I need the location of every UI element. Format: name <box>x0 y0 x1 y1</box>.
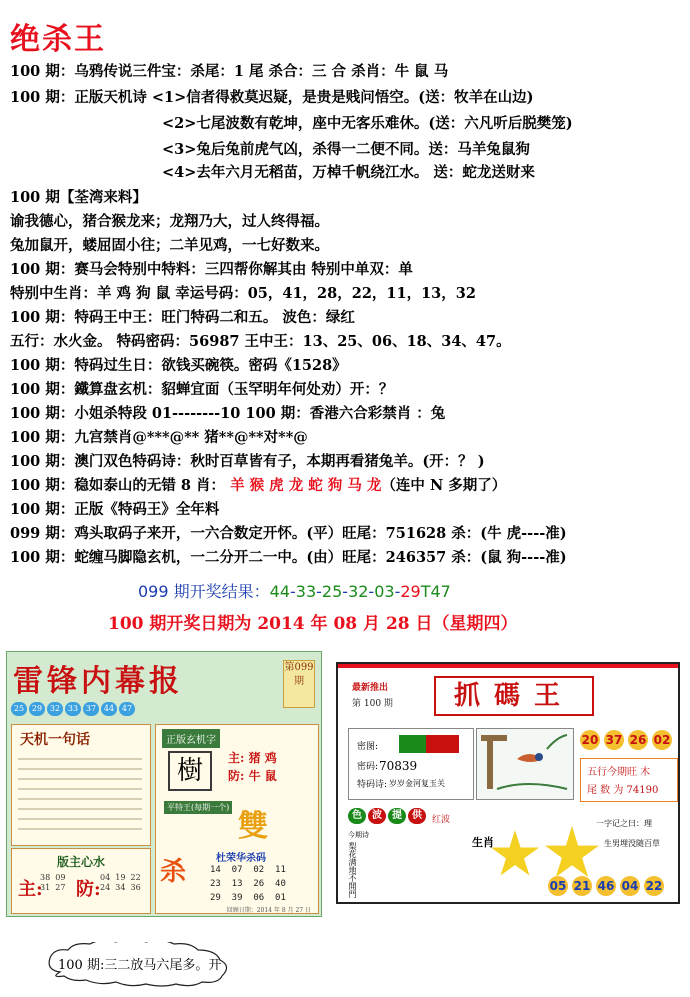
zxs-zhu: 主: <box>18 879 43 900</box>
top-number: 26 <box>628 730 648 750</box>
tree-char: 樹 <box>168 751 212 791</box>
line-17: 100 期：澳门双色特码诗：秋时百草皆有子，本期再看猪兔羊。(开：？ ) <box>10 453 485 470</box>
zxs-title: 版主心水 <box>56 855 105 869</box>
leifeng-header: 雷锋内幕报 <box>13 664 183 699</box>
draw-date: 100 期开奖日期为 2014 年 08 月 28 日（星期四） <box>108 614 518 634</box>
issue-label: 第 100 期 <box>352 699 393 709</box>
dk-title: 杜荣华杀码 <box>216 853 266 864</box>
leifeng-panel <box>6 651 322 917</box>
wuxing-text: 五行今期旺 木 <box>587 767 651 778</box>
line-2: 100 期：正版天机诗 <1>信者得救莫迟疑，是贵是贱问悟空。(送：牧羊在山边) <box>10 89 534 106</box>
leifeng-balls <box>11 702 251 718</box>
sha-char: 杀 <box>160 857 187 887</box>
line-19: 100 期：正版《特码王》全年料 <box>10 501 220 518</box>
shengxiao-label: 生肖 <box>472 836 494 849</box>
top-bar <box>338 664 678 668</box>
leifeng-ball: 33 <box>65 702 81 716</box>
line-18 <box>10 476 506 496</box>
xuanji-fang: 防: 牛 鼠 <box>228 769 277 783</box>
leifeng-issue: 第099期 <box>283 660 315 708</box>
bird-picture <box>476 728 574 800</box>
line-18-zodiac: 羊 猴 虎 龙 蛇 狗 马 龙 <box>230 477 382 494</box>
line-20: 099 期：鸡头取码子来开，一六合数定开怀。(平）旺尾：751628 杀：(牛 虎----准) <box>10 525 567 542</box>
zxs-nums-a: 38 09 31 27 <box>40 873 66 892</box>
cloud-text: 100 期:三二放马六尾多。开 <box>58 958 222 973</box>
line-16: 100 期：九宫禁肖@***@** 猪**@**对**@ <box>10 429 308 446</box>
logo-icon <box>399 735 459 753</box>
tianji-box <box>11 724 151 846</box>
poem-label: 特码诗: <box>357 780 388 790</box>
tianji-title: 天机一句话 <box>20 732 90 748</box>
bottom-number: 22 <box>644 876 664 896</box>
draw-result: 099 期开奖结果：44-33-25-32-03-29T47 <box>138 582 451 601</box>
weishu-text: 尾 数 为 74190 <box>587 785 659 796</box>
top-number: 02 <box>652 730 672 750</box>
color-red-label: 红波 <box>432 815 451 825</box>
line-11: 100 期：特码王中王：旺门特码二和五。 波色：绿红 <box>10 309 355 326</box>
star-icon <box>490 830 540 880</box>
remember-text: 一字记之曰：理 <box>596 819 652 828</box>
top-number: 20 <box>580 730 600 750</box>
line-5: <4>去年六月无稻苗，万棹千帆绕江水。 送：蛇龙送财来 <box>162 164 535 181</box>
color-ball: 提 <box>388 808 406 824</box>
tianji-lines-graphic <box>18 753 142 839</box>
wuxing-box <box>580 758 678 802</box>
line-14: 100 期：鐵算盘玄机：貂蝉宜面（玉罕明年何处劝）开：？ <box>10 381 394 398</box>
line-18-suffix: （连中 N 多期了） <box>381 477 507 494</box>
poem-value: 岁岁金河复玉关 <box>389 779 445 788</box>
top-number: 37 <box>604 730 624 750</box>
result-label: 099 期开奖结果： <box>138 582 270 601</box>
line-6: 100 期【荃湾来料】 <box>10 189 147 206</box>
line-8: 兔加鼠开，蝼屈固小往；二羊见鸡，一七好数来。 <box>10 237 329 254</box>
new-label: 最新推出 <box>352 683 389 693</box>
line-21: 100 期：蛇缠马脚隐玄机，一二分开二一中。(由）旺尾：246357 杀：(鼠 狗----准) <box>10 549 567 566</box>
xuanji-box <box>155 724 319 914</box>
bottom-number: 46 <box>596 876 616 896</box>
poem-title: 今期诗 <box>348 831 369 839</box>
result-num-5: 03 <box>374 582 395 601</box>
cloud-bubble <box>40 942 280 988</box>
leifeng-ball: 25 <box>11 702 27 716</box>
code-box <box>348 728 474 800</box>
leifeng-ball: 47 <box>119 702 135 716</box>
result-num-3: 25 <box>321 582 343 601</box>
bottom-number: 04 <box>620 876 640 896</box>
line-10: 特别中生肖：羊 鸡 狗 鼠 幸运号码：05，41，28，22，11，13，32 <box>10 285 476 302</box>
leifeng-ball: 32 <box>47 702 63 716</box>
zhuamawang-title: 抓碼王 <box>434 676 594 716</box>
leifeng-footer: 回顾日期：2014 年 8 月 27 日 <box>226 907 311 914</box>
xuanji-zhu: 主: 猪 鸡 <box>228 751 277 765</box>
remember-text-2: 生男埋没随百草 <box>604 839 660 848</box>
result-num-4: 32 <box>348 582 369 601</box>
dk-numbers: 14 07 02 11 23 13 26 40 29 39 06 01 <box>210 865 286 903</box>
zxs-nums-b: 04 19 22 24 34 36 <box>100 873 141 892</box>
page-title: 绝杀王 <box>10 22 106 57</box>
poem-columns: 梨花满地不開門 <box>348 842 357 898</box>
star-icon <box>544 826 600 882</box>
line-13: 100 期：特码过生日：欲钱买碗筷。密码《1528》 <box>10 357 347 374</box>
shuang-char: 雙 <box>238 809 268 844</box>
color-ball: 波 <box>368 808 386 824</box>
result-special: 29 <box>400 582 421 601</box>
color-ball: 供 <box>408 808 426 824</box>
leifeng-ball: 44 <box>101 702 117 716</box>
tianji-rows <box>12 753 150 842</box>
bottom-number: 21 <box>572 876 592 896</box>
result-num-2: 33 <box>295 582 317 601</box>
mi-label: 密图: <box>357 742 379 752</box>
line-15: 100 期：小姐杀特段 01--------10 100 期：香港六合彩禁肖 ：兔 <box>10 405 446 422</box>
result-num-1: 44 <box>269 582 290 601</box>
code-label: 密码: <box>357 762 379 772</box>
xuanji-title: 正版玄机字 <box>162 729 220 748</box>
zhuamawang-panel <box>336 662 680 904</box>
leifeng-ball: 37 <box>83 702 99 716</box>
code-value: 70839 <box>379 759 418 773</box>
line-18-prefix: 100 期：稳如泰山的无错 8 肖： <box>10 477 231 494</box>
line-4: <3>兔后兔前虎气凶，杀得一二便不同。送：马羊兔鼠狗 <box>162 141 530 158</box>
line-9: 100 期：赛马会特别中特料：三四帮你解其由 特别中单双：单 <box>10 261 413 278</box>
color-ball: 色 <box>348 808 366 824</box>
zxs-fang: 防: <box>76 879 101 900</box>
bottom-number: 05 <box>548 876 568 896</box>
pingte-label: 平特王(每期一个) <box>164 801 232 814</box>
leifeng-ball: 29 <box>29 702 45 716</box>
line-1: 100 期：乌鸦传说三件宝：杀尾：1 尾 杀合：三 合 杀肖：牛 鼠 马 <box>10 63 449 80</box>
result-suffix: T47 <box>420 582 451 601</box>
zhuxinshui-box <box>11 848 151 914</box>
bird-illustration-icon <box>477 729 573 799</box>
line-7: 谕我德心，猪合猴龙来；龙翔乃大，过人终得福。 <box>10 213 329 230</box>
line-12: 五行：水火金。 特码密码：56987 王中王：13、25、06、18、34、47。 <box>10 333 511 350</box>
line-3: <2>七尾波数有乾坤，座中无客乐难休。(送：六凡听后脱樊笼) <box>162 115 573 132</box>
